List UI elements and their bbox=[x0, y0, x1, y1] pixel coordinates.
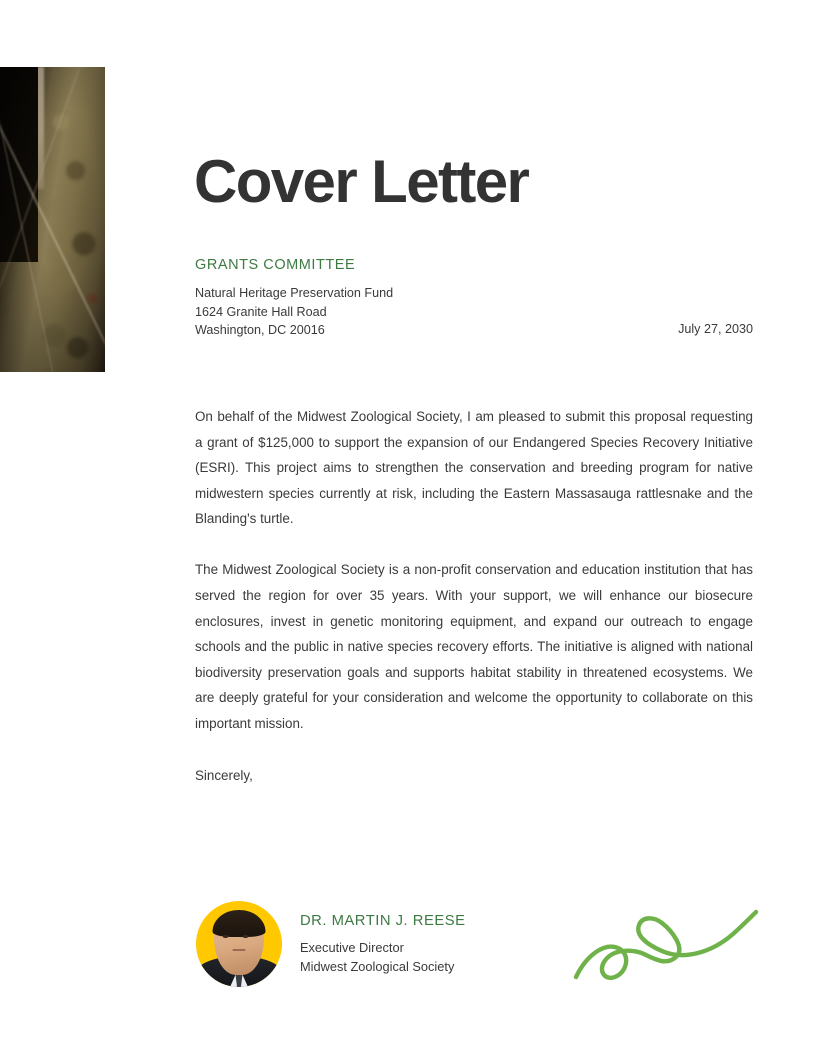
letter-closing: Sincerely, bbox=[195, 767, 253, 783]
body-paragraph-1: On behalf of the Midwest Zoological Society, I am pleased to submit this proposal requesting a grant of $125,000 to support the expansion of our Endangered Species Recovery Initiative (ESRI). This project aims to strengthen the conservation and breeding program for native midwestern species currently at risk, including the Eastern Massasauga rattlesnake and the Blanding's turtle. bbox=[195, 409, 753, 527]
photo-vignette bbox=[0, 67, 105, 372]
page-title: Cover Letter bbox=[194, 148, 529, 215]
avatar-mouth bbox=[233, 949, 246, 951]
signature-flourish bbox=[570, 898, 762, 990]
avatar-eye-left bbox=[223, 935, 228, 938]
avatar-hair bbox=[213, 910, 266, 937]
recipient-organization: Natural Heritage Preservation Fund bbox=[195, 286, 394, 300]
recipient-city-state-zip: Washington, DC 20016 bbox=[195, 323, 325, 338]
wildlife-photo-strip bbox=[0, 67, 105, 372]
recipient-heading: GRANTS COMMITTEE bbox=[195, 257, 356, 273]
recipient-street: 1624 Granite Hall Road bbox=[195, 304, 327, 319]
signer-role: Executive Director bbox=[300, 939, 404, 955]
avatar bbox=[196, 901, 282, 987]
signature-text bbox=[300, 911, 465, 978]
handwritten-flourish-icon bbox=[570, 898, 762, 990]
body-paragraph-2: The Midwest Zoological Society is a non-profit conservation and education institution that has served the region for over 35 years. With your support, we will enhance our biosecure enclosures, invest in genetic monitoring equipment, and expand our outreach to engage schools and the public in native species recovery efforts. The initiative is aligned with national biodiversity preservation goals and supports habitat stability in threatened ecosystems. We are deeply grateful for your consideration and welcome the opportunity to collaborate on this important mission. bbox=[195, 562, 753, 732]
letter-body bbox=[195, 404, 753, 788]
signer-name: DR. MARTIN J. REESE bbox=[300, 912, 466, 929]
signature-block bbox=[196, 901, 465, 987]
letter-date: July 27, 2030 bbox=[678, 322, 753, 336]
signer-organization: Midwest Zoological Society bbox=[300, 958, 455, 974]
